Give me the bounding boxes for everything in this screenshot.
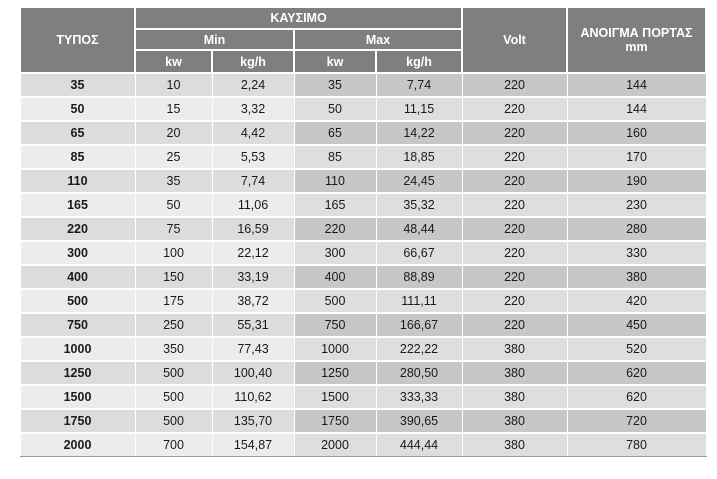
cell-max-kgh: 48,44 bbox=[376, 217, 462, 241]
table-row bbox=[20, 241, 706, 265]
cell-min-kgh: 154,87 bbox=[212, 433, 294, 457]
cell-min-kw: 100 bbox=[135, 241, 212, 265]
cell-min-kw: 50 bbox=[135, 193, 212, 217]
cell-volt: 380 bbox=[462, 337, 567, 361]
cell-max-kgh: 14,22 bbox=[376, 121, 462, 145]
cell-min-kgh: 11,06 bbox=[212, 193, 294, 217]
cell-max-kw: 750 bbox=[294, 313, 376, 337]
header-min-kw: kw bbox=[135, 50, 212, 73]
header-max-kgh: kg/h bbox=[376, 50, 462, 73]
cell-door-opening: 330 bbox=[567, 241, 706, 265]
cell-min-kgh: 38,72 bbox=[212, 289, 294, 313]
cell-min-kw: 350 bbox=[135, 337, 212, 361]
cell-min-kgh: 135,70 bbox=[212, 409, 294, 433]
cell-volt: 220 bbox=[462, 265, 567, 289]
cell-type: 1500 bbox=[20, 385, 135, 409]
spec-table bbox=[19, 6, 707, 457]
cell-max-kw: 35 bbox=[294, 73, 376, 97]
table-row bbox=[20, 169, 706, 193]
cell-type: 1000 bbox=[20, 337, 135, 361]
table-row bbox=[20, 121, 706, 145]
cell-min-kw: 75 bbox=[135, 217, 212, 241]
cell-max-kgh: 11,15 bbox=[376, 97, 462, 121]
table-row bbox=[20, 97, 706, 121]
cell-volt: 220 bbox=[462, 121, 567, 145]
header-fuel: ΚΑΥΣΙΜΟ bbox=[135, 7, 462, 29]
cell-min-kgh: 33,19 bbox=[212, 265, 294, 289]
cell-min-kw: 150 bbox=[135, 265, 212, 289]
cell-min-kgh: 16,59 bbox=[212, 217, 294, 241]
cell-min-kw: 500 bbox=[135, 361, 212, 385]
table-row bbox=[20, 361, 706, 385]
cell-min-kw: 175 bbox=[135, 289, 212, 313]
cell-type: 1250 bbox=[20, 361, 135, 385]
table-row bbox=[20, 193, 706, 217]
cell-min-kgh: 4,42 bbox=[212, 121, 294, 145]
cell-type: 85 bbox=[20, 145, 135, 169]
cell-min-kgh: 5,53 bbox=[212, 145, 294, 169]
cell-door-opening: 280 bbox=[567, 217, 706, 241]
cell-max-kw: 1500 bbox=[294, 385, 376, 409]
cell-volt: 380 bbox=[462, 361, 567, 385]
cell-max-kw: 1250 bbox=[294, 361, 376, 385]
cell-min-kw: 700 bbox=[135, 433, 212, 457]
cell-min-kw: 35 bbox=[135, 169, 212, 193]
cell-volt: 220 bbox=[462, 169, 567, 193]
cell-door-opening: 144 bbox=[567, 97, 706, 121]
cell-volt: 220 bbox=[462, 193, 567, 217]
cell-max-kw: 400 bbox=[294, 265, 376, 289]
cell-volt: 380 bbox=[462, 385, 567, 409]
cell-type: 300 bbox=[20, 241, 135, 265]
cell-volt: 220 bbox=[462, 241, 567, 265]
cell-max-kgh: 35,32 bbox=[376, 193, 462, 217]
cell-door-opening: 450 bbox=[567, 313, 706, 337]
cell-min-kw: 20 bbox=[135, 121, 212, 145]
table-row bbox=[20, 433, 706, 457]
table-row bbox=[20, 409, 706, 433]
table-row bbox=[20, 265, 706, 289]
header-door-title: ΑΝΟΙΓΜΑ ΠΟΡΤΑΣ bbox=[580, 26, 693, 40]
cell-door-opening: 230 bbox=[567, 193, 706, 217]
cell-min-kgh: 2,24 bbox=[212, 73, 294, 97]
cell-max-kw: 220 bbox=[294, 217, 376, 241]
cell-max-kgh: 166,67 bbox=[376, 313, 462, 337]
cell-type: 220 bbox=[20, 217, 135, 241]
cell-min-kgh: 55,31 bbox=[212, 313, 294, 337]
table-row bbox=[20, 217, 706, 241]
table-row bbox=[20, 385, 706, 409]
table-body bbox=[20, 73, 706, 457]
table-row bbox=[20, 289, 706, 313]
cell-min-kw: 500 bbox=[135, 385, 212, 409]
cell-max-kw: 300 bbox=[294, 241, 376, 265]
cell-door-opening: 620 bbox=[567, 361, 706, 385]
cell-volt: 220 bbox=[462, 217, 567, 241]
cell-type: 165 bbox=[20, 193, 135, 217]
cell-max-kgh: 7,74 bbox=[376, 73, 462, 97]
cell-type: 750 bbox=[20, 313, 135, 337]
cell-volt: 380 bbox=[462, 409, 567, 433]
cell-door-opening: 720 bbox=[567, 409, 706, 433]
header-type: ΤΥΠΟΣ bbox=[20, 7, 135, 73]
cell-max-kgh: 444,44 bbox=[376, 433, 462, 457]
cell-type: 50 bbox=[20, 97, 135, 121]
table-row bbox=[20, 337, 706, 361]
cell-type: 110 bbox=[20, 169, 135, 193]
cell-door-opening: 170 bbox=[567, 145, 706, 169]
cell-max-kw: 500 bbox=[294, 289, 376, 313]
cell-max-kgh: 111,11 bbox=[376, 289, 462, 313]
cell-min-kw: 25 bbox=[135, 145, 212, 169]
table-row bbox=[20, 313, 706, 337]
cell-min-kw: 10 bbox=[135, 73, 212, 97]
cell-min-kgh: 22,12 bbox=[212, 241, 294, 265]
table-row bbox=[20, 73, 706, 97]
cell-volt: 220 bbox=[462, 145, 567, 169]
cell-max-kgh: 222,22 bbox=[376, 337, 462, 361]
cell-max-kw: 110 bbox=[294, 169, 376, 193]
header-volt: Volt bbox=[462, 7, 567, 73]
header-door-unit: mm bbox=[625, 40, 648, 54]
cell-volt: 220 bbox=[462, 73, 567, 97]
cell-max-kw: 2000 bbox=[294, 433, 376, 457]
table-row bbox=[20, 145, 706, 169]
header-min-kgh: kg/h bbox=[212, 50, 294, 73]
cell-door-opening: 420 bbox=[567, 289, 706, 313]
cell-door-opening: 380 bbox=[567, 265, 706, 289]
cell-min-kgh: 100,40 bbox=[212, 361, 294, 385]
cell-door-opening: 144 bbox=[567, 73, 706, 97]
cell-door-opening: 160 bbox=[567, 121, 706, 145]
table-header bbox=[20, 7, 706, 73]
cell-min-kw: 500 bbox=[135, 409, 212, 433]
cell-min-kgh: 7,74 bbox=[212, 169, 294, 193]
cell-type: 500 bbox=[20, 289, 135, 313]
cell-volt: 380 bbox=[462, 433, 567, 457]
header-door-opening bbox=[567, 7, 706, 73]
cell-door-opening: 190 bbox=[567, 169, 706, 193]
cell-max-kgh: 390,65 bbox=[376, 409, 462, 433]
cell-max-kw: 85 bbox=[294, 145, 376, 169]
cell-type: 400 bbox=[20, 265, 135, 289]
header-max: Max bbox=[294, 29, 462, 50]
cell-max-kw: 1000 bbox=[294, 337, 376, 361]
cell-max-kgh: 66,67 bbox=[376, 241, 462, 265]
cell-max-kw: 50 bbox=[294, 97, 376, 121]
cell-volt: 220 bbox=[462, 313, 567, 337]
cell-min-kw: 250 bbox=[135, 313, 212, 337]
cell-volt: 220 bbox=[462, 289, 567, 313]
cell-volt: 220 bbox=[462, 97, 567, 121]
cell-max-kgh: 88,89 bbox=[376, 265, 462, 289]
cell-max-kw: 1750 bbox=[294, 409, 376, 433]
cell-max-kgh: 18,85 bbox=[376, 145, 462, 169]
cell-max-kw: 65 bbox=[294, 121, 376, 145]
cell-door-opening: 620 bbox=[567, 385, 706, 409]
cell-door-opening: 780 bbox=[567, 433, 706, 457]
cell-min-kgh: 77,43 bbox=[212, 337, 294, 361]
cell-door-opening: 520 bbox=[567, 337, 706, 361]
cell-type: 1750 bbox=[20, 409, 135, 433]
cell-type: 65 bbox=[20, 121, 135, 145]
cell-type: 2000 bbox=[20, 433, 135, 457]
cell-type: 35 bbox=[20, 73, 135, 97]
header-max-kw: kw bbox=[294, 50, 376, 73]
header-min: Min bbox=[135, 29, 294, 50]
cell-min-kgh: 3,32 bbox=[212, 97, 294, 121]
cell-max-kgh: 280,50 bbox=[376, 361, 462, 385]
cell-min-kw: 15 bbox=[135, 97, 212, 121]
cell-max-kw: 165 bbox=[294, 193, 376, 217]
cell-max-kgh: 24,45 bbox=[376, 169, 462, 193]
cell-max-kgh: 333,33 bbox=[376, 385, 462, 409]
cell-min-kgh: 110,62 bbox=[212, 385, 294, 409]
